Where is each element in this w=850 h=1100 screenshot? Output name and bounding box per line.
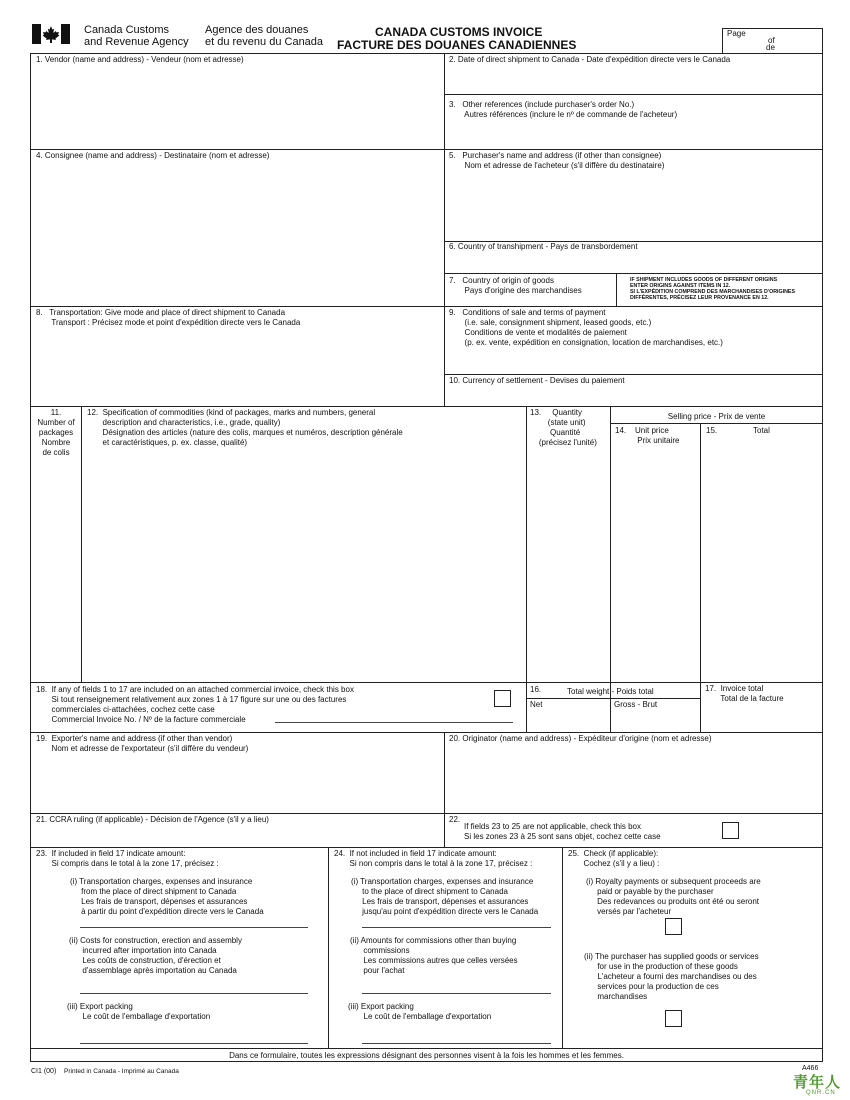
field-15-label: 15. [706,426,718,435]
divider-col-mid-1 [444,53,445,406]
field-23-iii-label: (iii) Export packing Le coût de l'emballage d'exportation [67,1002,211,1021]
form-title-fr: FACTURE DES DOUANES CANADIENNES [337,38,577,52]
selling-price-header: Selling price - Prix de vente [667,412,766,421]
canada-flag-logo [32,24,70,44]
field-18-label: 18. If any of fields 1 to 17 are included on an attached commercial invoice, check this box Si tout renseignement relativement aux zones 1 à 17 figure sur une ou des factures commerciales ci-attachées, cochez cette case Commercial Invoice No. / Nº de la facture commerciale [36,685,354,724]
field-20-label: 20. Originator (name and address) - Expéditeur d'origine (nom et adresse) [449,734,712,743]
field-19-label: 19. Exporter's name and address (if other than vendor) Nom et adresse de l'exportateur (s'il diffère du vendeur) [36,734,249,753]
field-24-ii-label: (ii) Amounts for commissions other than buying commissions Les commissions autres que celles versées pour l'achat [350,936,518,975]
divider-col-13 [526,406,527,732]
field-7-origin-note: IF SHIPMENT INCLUDES GOODS OF DIFFERENT ORIGINS ENTER ORIGINS AGAINST ITEMS IN 12. SI L'EXPÉDITION COMPREND DES MARCHANDISES D'ORIGINES DIFFÉRENTES, PRÉCISEZ LEUR PROVENANCE EN 12. [630,277,795,301]
field-9-label: 9. Conditions of sale and terms of payment (i.e. sale, consignment shipment, leased goods, etc.) Conditions de vente et modalités de paiement (p. ex. vente, expédition en consignation, location de marchandises, etc.) [449,308,723,347]
field-18-checkbox[interactable] [494,690,511,707]
agency-name-en: Canada Customs and Revenue Agency [84,24,189,48]
watermark-logo: 青年人 [793,1074,842,1091]
printed-in-canada: Printed in Canada - Imprimé au Canada [64,1068,179,1075]
field-22-number: 22. [449,815,461,824]
field-24-iii-label: (iii) Export packing Le coût de l'emballage d'exportation [348,1002,492,1021]
field-13-label: 13. Quantity (state unit) Quantité (précisez l'unité) [530,408,597,447]
page-de-label: de [766,43,775,52]
divider-f9-f10 [444,374,823,375]
field-24-iii-line[interactable] [362,1043,551,1044]
field-1-label: 1. Vendor (name and address) - Vendeur (nom et adresse) [36,55,244,64]
divider-weight [526,698,700,699]
divider-f6-f7 [444,273,823,274]
field-6-label: 6. Country of transhipment - Pays de transbordement [449,242,638,251]
field-23-i-line[interactable] [80,927,308,928]
gender-note: Dans ce formulaire, toutes les expressions désignant des personnes visent à la fois les hommes et les femmes. [229,1051,624,1060]
field-3-label: 3. Other references (include purchaser's order No.) Autres références (inclure le nº de commande de l'acheteur) [449,100,678,119]
field-25-ii-checkbox[interactable] [665,1010,682,1027]
commercial-invoice-number-line[interactable] [275,722,513,723]
form-id: CI1 (00) [31,1068,57,1075]
divider-col-mid-2 [444,732,445,848]
gross-weight-label: Gross - Brut [614,700,658,709]
page-of-label: of [768,36,775,45]
page-label: Page [727,29,746,38]
divider-row-3 [30,406,823,407]
field-24-ii-line[interactable] [362,993,551,994]
divider-row-5 [30,732,823,733]
divider-row-1 [30,149,823,150]
field-7-label: 7. Country of origin of goods Pays d'origine des marchandises [449,276,582,295]
field-23-i-label: (i) Transportation charges, expenses and insurance from the place of direct shipment to Canada Les frais de transport, dépenses et assurances à partir du point d'expédition directe vers le Canada [70,877,264,916]
field-24-label: 24. If not included in field 17 indicate amount: Si non compris dans le total à la zone 17, précisez : [334,849,533,868]
divider-col-23 [328,847,329,1048]
field-16-number: 16. [530,685,542,694]
form-title-en: CANADA CUSTOMS INVOICE [375,25,543,39]
field-2-label: 2. Date of direct shipment to Canada - Date d'expédition directe vers le Canada [449,55,731,64]
field-25-i-checkbox[interactable] [665,918,682,935]
divider-col-24 [562,847,563,1048]
divider-row-8 [30,1048,823,1049]
field-24-i-label: (i) Transportation charges, expenses and insurance to the place of direct shipment to Canada Les frais de transport, dépenses et assurances jusqu'au point d'expédition directe vers le Canada [351,877,539,916]
field-15-total-label: Total [753,426,770,435]
divider-col-11 [81,406,82,682]
divider-f2-f3 [444,94,823,95]
divider-row-4 [30,682,823,683]
divider-col-15 [700,423,701,732]
divider-selling-price [610,423,823,424]
field-16-label: Total weight - Poids total [567,687,654,696]
field-22-label: If fields 23 to 25 are not applicable, check this box Si les zones 23 à 25 sont sans objet, cochez cette case [464,822,661,841]
net-weight-label: Net [530,700,543,709]
field-4-label: 4. Consignee (name and address) - Destinataire (nom et adresse) [36,151,270,160]
field-12-label: 12. Specification of commodities (kind of packages, marks and numbers, general description and characteristics, i.e., grade, quality) Désignation des articles (nature des colis, marques et numéros, description générale et caractéristiques, p. ex. classe, qualité) [87,408,403,447]
field-10-label: 10. Currency of settlement - Devises du paiement [449,376,625,385]
field-8-label: 8. Transportation: Give mode and place of direct shipment to Canada Transport : Précisez mode et point d'expédition directe vers le Canada [36,308,301,327]
divider-row-7 [30,847,823,848]
field-21-label: 21. CCRA ruling (if applicable) - Décision de l'Agence (s'il y a lieu) [36,815,269,824]
field-23-label: 23. If included in field 17 indicate amount: Si compris dans le total à la zone 17, précisez : [36,849,219,868]
form-code: A466 [802,1065,819,1072]
field-25-ii-label: (ii) The purchaser has supplied goods or services for use in the production of these goods L'acheteur a fourni des marchandises ou des services pour la production de ces marchandises [584,952,759,1001]
divider-row-6 [30,813,823,814]
field-14-label: 14. Unit price Prix unitaire [615,426,680,445]
field-11-label: 11. Number of packages Nombre de colis [37,408,75,457]
divider-row-2 [30,306,823,307]
field-5-label: 5. Purchaser's name and address (if other than consignee) Nom et adresse de l'acheteur (s'il diffère du destinataire) [449,151,665,170]
field-23-ii-line[interactable] [80,993,308,994]
field-23-iii-line[interactable] [80,1043,308,1044]
field-25-i-label: (i) Royalty payments or subsequent proceeds are paid or payable by the purchaser Des redevances ou produits ont été ou seront versés par l'acheteur [586,877,761,916]
field-23-ii-label: (ii) Costs for construction, erection and assembly incurred after importation into Canada Les coûts de construction, d'érection et d'assemblage après importation au Canada [69,936,242,975]
agency-name-fr: Agence des douanes et du revenu du Canada [205,24,324,48]
watermark-url: QNR.CN [806,1090,836,1096]
field-22-checkbox[interactable] [722,822,739,839]
field-25-label: 25. Check (if applicable): Cochez (s'il y a lieu) : [568,849,660,868]
field-24-i-line[interactable] [362,927,551,928]
field-17-label: 17. Invoice total Total de la facture [705,684,784,703]
divider-f7-note [616,273,617,306]
divider-col-14 [610,406,611,732]
